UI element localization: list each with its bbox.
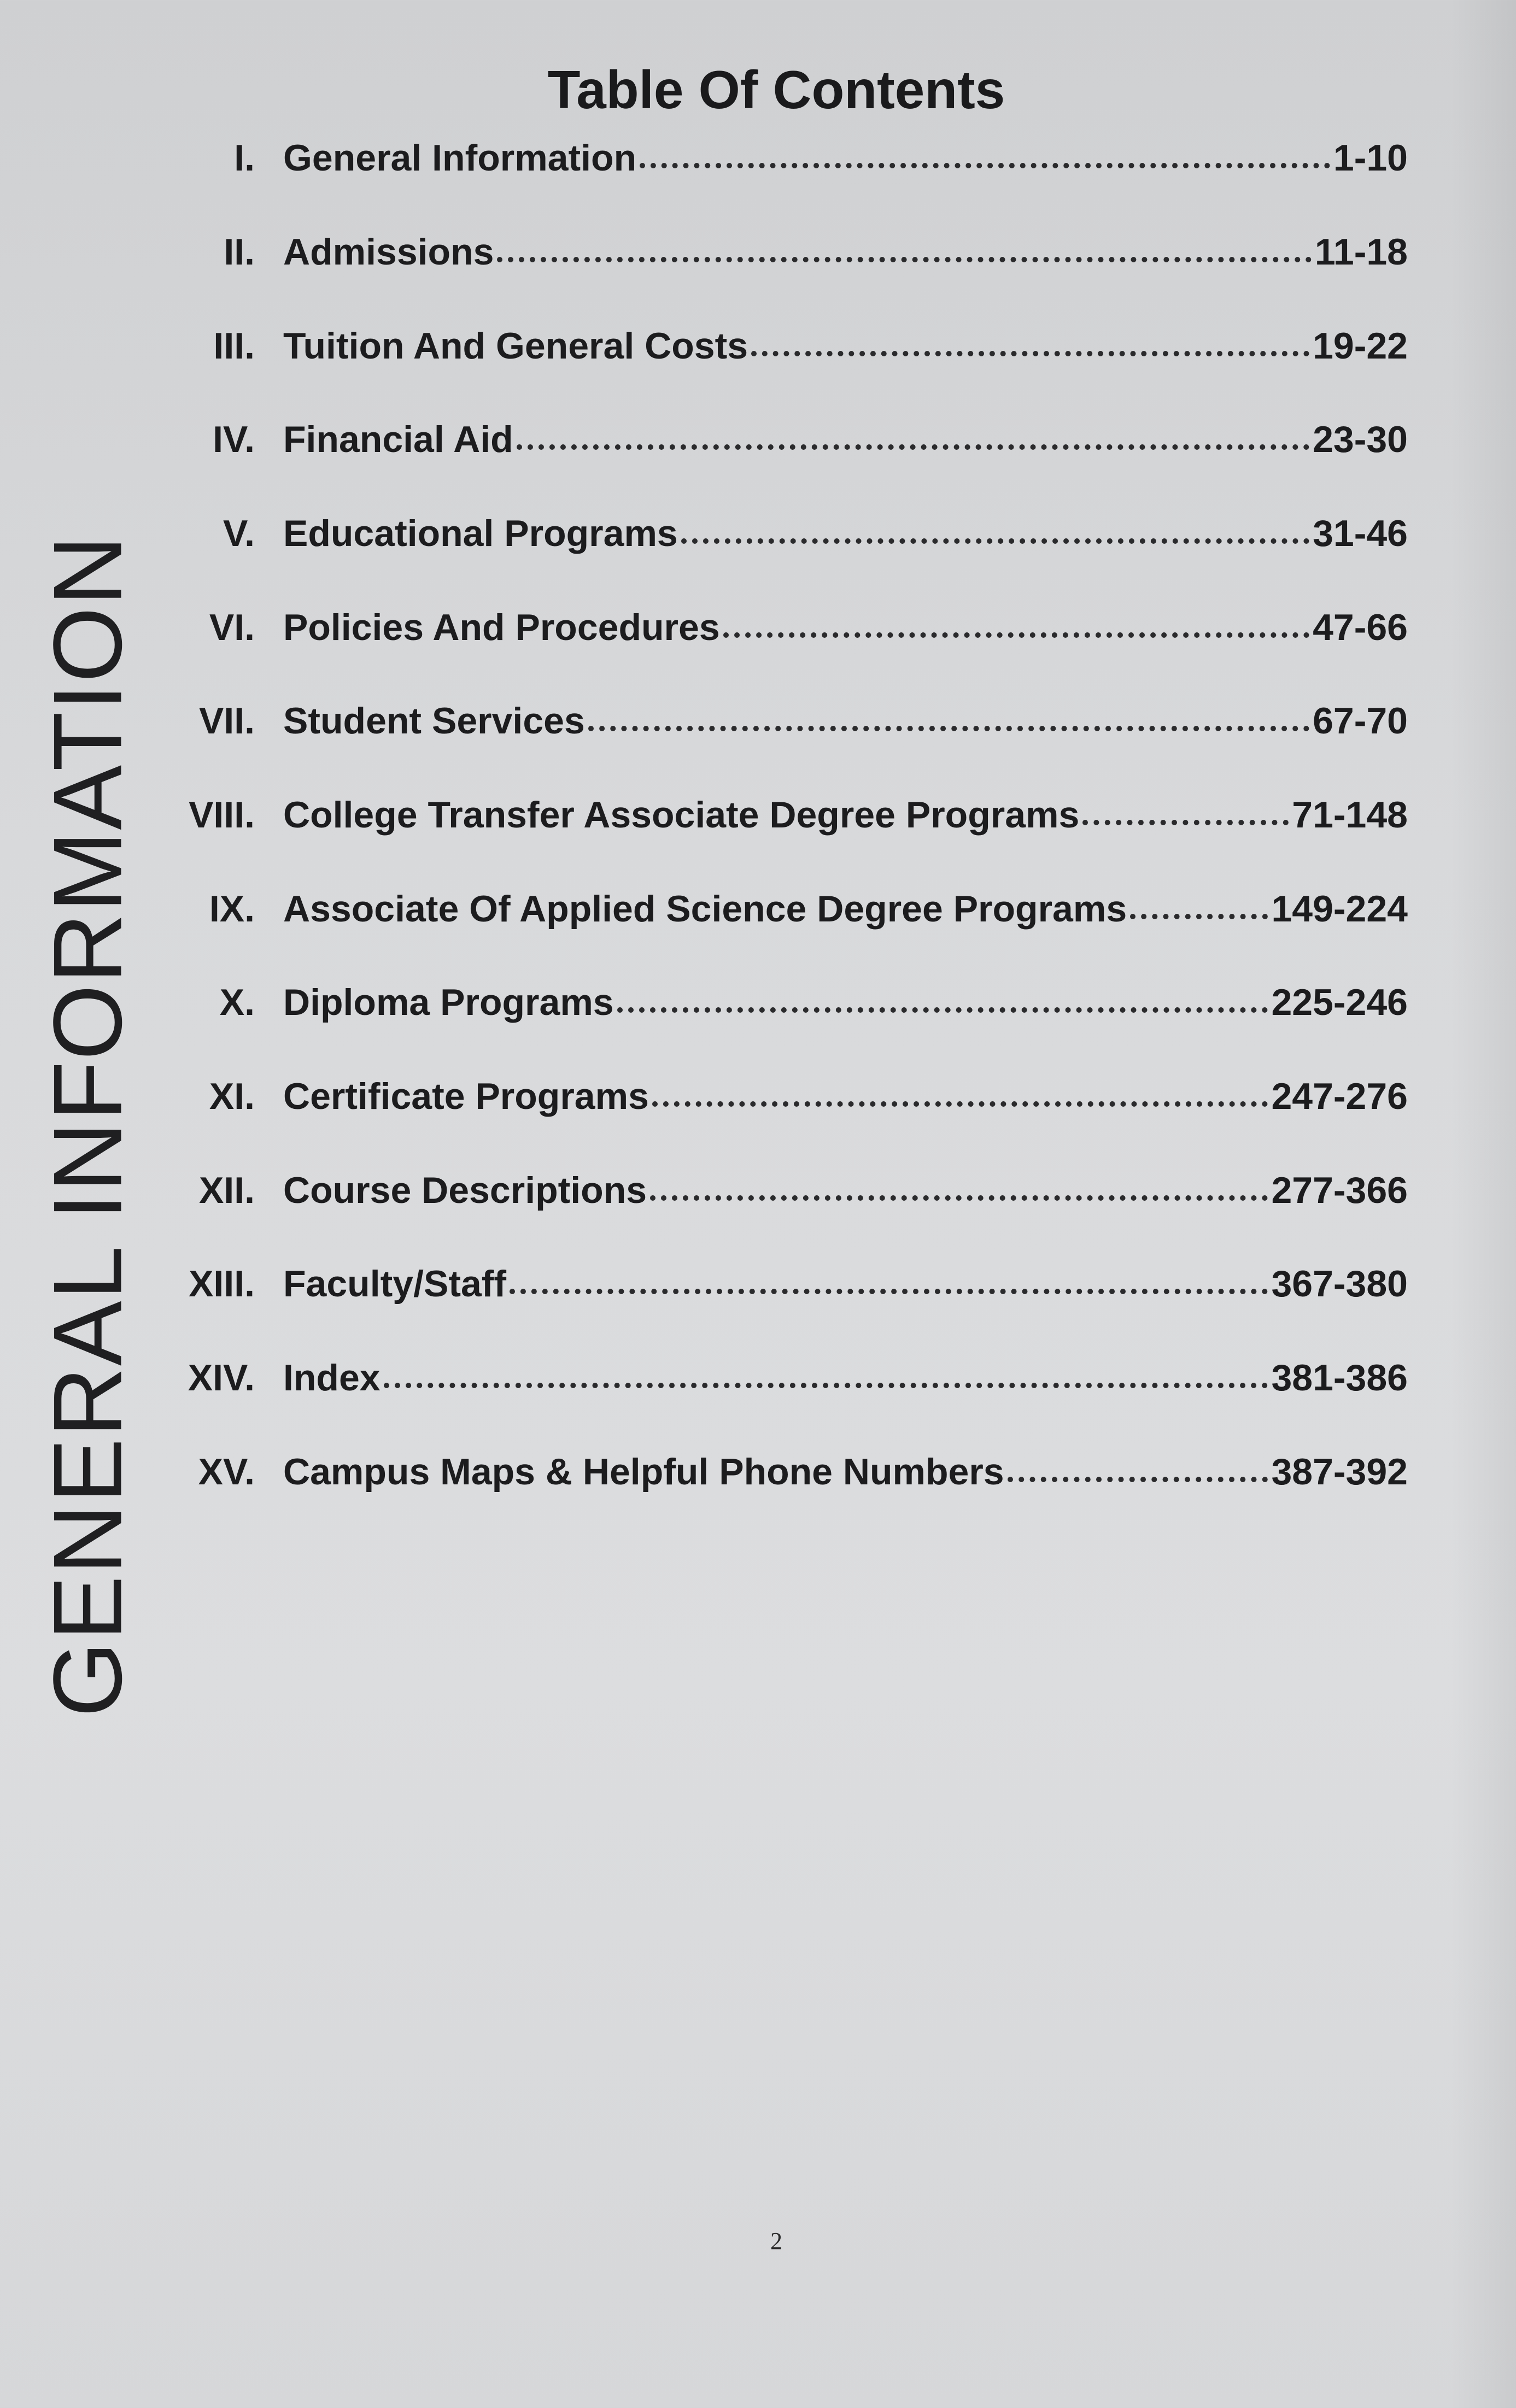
page-title: Table Of Contents (547, 60, 1005, 120)
toc-entry-numeral: II. (224, 231, 255, 273)
toc-entry-leader (588, 726, 1309, 731)
toc-entry-numeral: VII. (198, 700, 255, 742)
toc-entry-pages: 247-276 (1271, 1076, 1408, 1117)
toc-entry-label: College Transfer Associate Degree Programs (283, 794, 1080, 836)
toc-entry-numeral: V. (223, 513, 255, 554)
toc-entry-leader (1008, 1477, 1268, 1482)
toc-entry-leader (384, 1383, 1268, 1388)
toc-entry-numeral: III. (213, 325, 255, 367)
toc-entry[interactable] (0, 1346, 1516, 1406)
toc-entry-pages: 23-30 (1313, 419, 1408, 460)
toc-entry-leader (617, 1007, 1268, 1013)
page-number: 2 (770, 2228, 782, 2254)
toc-entry-leader (652, 1101, 1268, 1107)
toc-entry-leader (640, 163, 1330, 168)
toc-entry-label: Course Descriptions (283, 1170, 647, 1211)
toc-entry-pages: 149-224 (1271, 888, 1408, 930)
toc-entry-label: Campus Maps & Helpful Phone Numbers (283, 1451, 1004, 1493)
toc-entry-label: Student Services (283, 700, 585, 742)
toc-entry-label: Educational Programs (283, 513, 678, 554)
toc-entry[interactable] (0, 877, 1516, 937)
toc-entry-numeral: XI. (209, 1076, 255, 1117)
toc-entry-leader (510, 1289, 1268, 1294)
toc-entry-pages: 225-246 (1271, 982, 1408, 1023)
toc-entry-label: Associate Of Applied Science Degree Programs (283, 888, 1127, 930)
toc-entry[interactable] (0, 407, 1516, 467)
toc-entry[interactable] (0, 220, 1516, 280)
toc-entry-numeral: XII. (198, 1170, 255, 1211)
toc-entry-leader (723, 632, 1309, 638)
toc-entry-leader (1130, 914, 1268, 919)
toc-entry-pages: 1-10 (1333, 137, 1408, 179)
toc-entry-label: Index (283, 1357, 381, 1399)
toc-entry-pages: 277-366 (1271, 1170, 1408, 1211)
toc-entry-label: General Information (283, 137, 637, 179)
toc-entry-numeral: VIII. (189, 794, 255, 836)
toc-entry-label: Financial Aid (283, 419, 513, 460)
toc-entry-leader (497, 257, 1311, 262)
toc-entry-pages: 11-18 (1314, 231, 1408, 273)
toc-entry-label: Faculty/Staff (283, 1263, 507, 1305)
toc-entry[interactable] (0, 970, 1516, 1030)
toc-entry[interactable] (0, 595, 1516, 655)
toc-entry-numeral: IV. (213, 419, 255, 460)
toc-entry-numeral: X. (219, 982, 255, 1023)
toc-entry-pages: 387-392 (1271, 1451, 1408, 1493)
toc-entry-pages: 381-386 (1271, 1357, 1408, 1399)
toc-entry[interactable] (0, 314, 1516, 374)
toc-entry[interactable] (0, 1158, 1516, 1218)
toc-entry[interactable] (0, 689, 1516, 749)
toc-entry-leader (517, 444, 1309, 450)
section-side-label: GENERAL INFORMATION (33, 534, 142, 1718)
toc-entry-leader (681, 538, 1309, 544)
toc-entry-leader (751, 351, 1309, 356)
toc-entry[interactable] (0, 126, 1516, 186)
toc-entry-pages: 31-46 (1313, 513, 1408, 554)
toc-entry-leader (1082, 820, 1289, 825)
toc-entry[interactable] (0, 1440, 1516, 1500)
toc-entry-pages: 71-148 (1292, 794, 1408, 836)
toc-entry-pages: 19-22 (1313, 325, 1408, 367)
toc-entry-label: Tuition And General Costs (283, 325, 748, 367)
toc-entry[interactable] (0, 783, 1516, 843)
toc-entry-numeral: XIII. (189, 1263, 255, 1305)
toc-entry-numeral: VI. (209, 607, 255, 648)
toc-entry-label: Policies And Procedures (283, 607, 720, 648)
toc-entry-pages: 367-380 (1271, 1263, 1408, 1305)
toc-entry-numeral: I. (234, 137, 255, 179)
toc-entry-label: Admissions (283, 231, 494, 273)
toc-entry[interactable] (0, 501, 1516, 561)
toc-entry-pages: 67-70 (1313, 700, 1408, 742)
toc-entry[interactable] (0, 1252, 1516, 1312)
toc-entry-numeral: IX. (209, 888, 255, 930)
toc-entry-leader (650, 1195, 1268, 1201)
toc-entry-label: Certificate Programs (283, 1076, 649, 1117)
toc-entry-numeral: XIV. (188, 1357, 255, 1399)
toc-entry-numeral: XV. (198, 1451, 255, 1493)
toc-entry[interactable] (0, 1064, 1516, 1124)
toc-entry-pages: 47-66 (1313, 607, 1408, 648)
toc-entry-label: Diploma Programs (283, 982, 614, 1023)
